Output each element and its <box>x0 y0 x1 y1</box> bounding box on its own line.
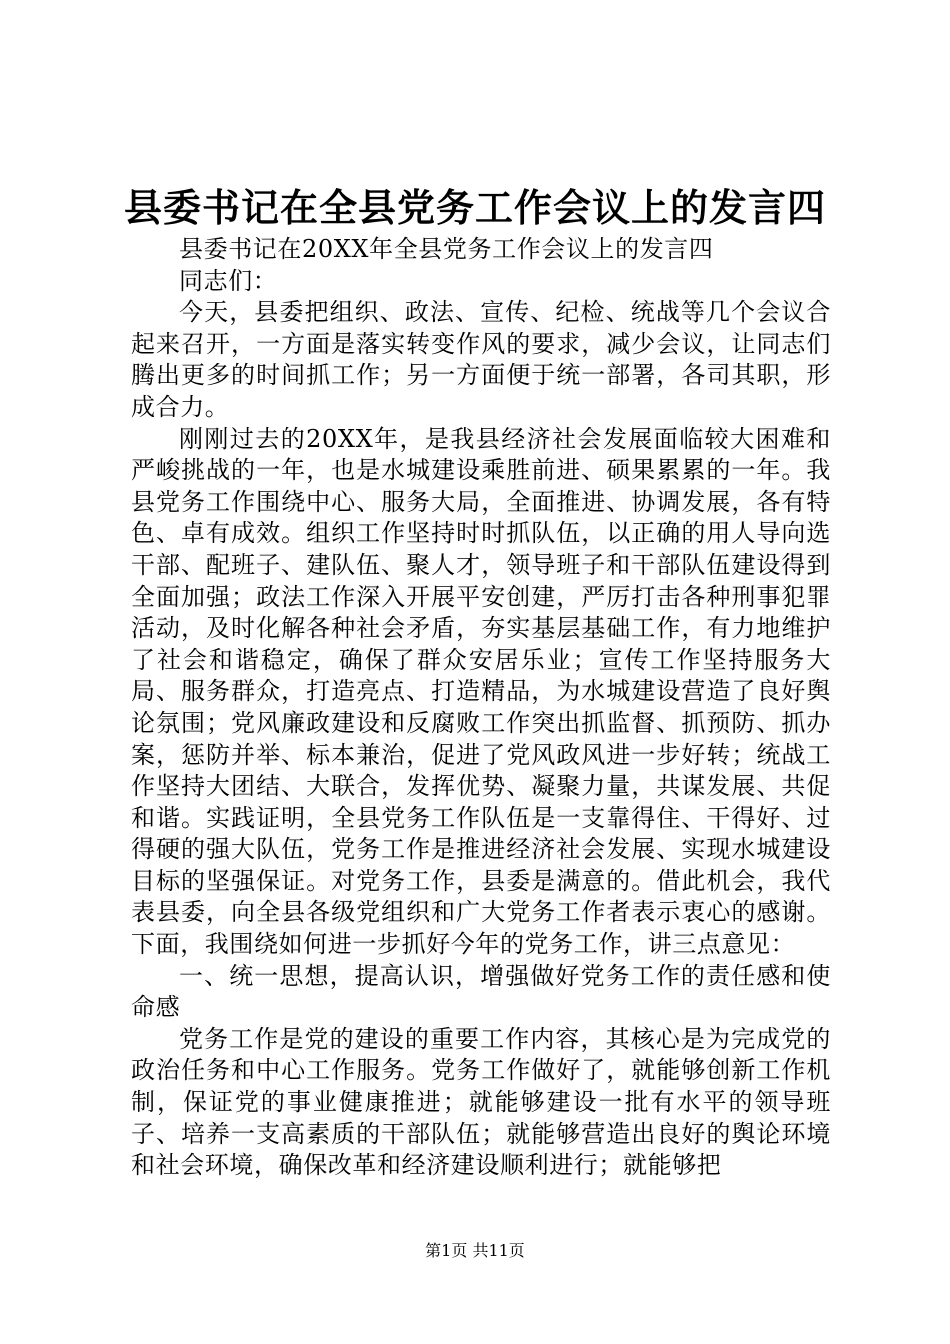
section-heading: 一、统一思想，提高认识，增强做好党务工作的责任感和使命感 <box>131 961 831 1022</box>
body-paragraph: 党务工作是党的建设的重要工作内容，其核心是为完成党的政治任务和中心工作服务。党务工作做好了，就能够创新工作机制，保证党的事业健康推进；就能够建设一批有水平的领导班子、培养一支高素质的干部队伍；就能够营造出良好的舆论环境和社会环境，确保改革和经济建设顺利进行；就能够把 <box>131 1024 831 1180</box>
document-body <box>131 234 831 1182</box>
body-paragraph: 刚刚过去的20XX年，是我县经济社会发展面临较大困难和严峻挑战的一年，也是水城建设乘胜前进、硕果累累的一年。我县党务工作围绕中心、服务大局，全面推进、协调发展，各有特色、卓有成效。组织工作坚持时时抓队伍，以正确的用人导向选干部、配班子、建队伍、聚人才，领导班子和干部队伍建设得到全面加强；政法工作深入开展平安创建，严厉打击各种刑事犯罪活动，及时化解各种社会矛盾，夯实基层基础工作，有力地维护了社会和谐稳定，确保了群众安居乐业；宣传工作坚持服务大局、服务群众，打造亮点、打造精品，为水城建设营造了良好舆论氛围；党风廉政建设和反腐败工作突出抓监督、抓预防、抓办案，惩防并举、标本兼治，促进了党风政风进一步好转；统战工作坚持大团结、大联合，发挥优势、凝聚力量，共谋发展、共促和谐。实践证明，全县党务工作队伍是一支靠得住、干得好、过得硬的强大队伍，党务工作是推进经济社会发展、实现水城建设目标的坚强保证。对党务工作，县委是满意的。借此机会，我代表县委，向全县各级党组织和广大党务工作者表示衷心的感谢。下面，我围绕如何进一步抓好今年的党务工作，讲三点意见： <box>131 424 831 959</box>
subtitle-paragraph: 县委书记在20XX年全县党务工作会议上的发言四 <box>179 235 714 263</box>
page-footer: 第1页 共11页 <box>425 1241 525 1260</box>
body-paragraph: 今天，县委把组织、政法、宣传、纪检、统战等几个会议合起来召开，一方面是落实转变作风的要求，减少会议，让同志们腾出更多的时间抓工作；另一方面便于统一部署，各司其职，形成合力。 <box>131 298 831 421</box>
document-title: 县委书记在全县党务工作会议上的发言四 <box>123 185 826 230</box>
salutation-paragraph: 同志们： <box>179 266 278 295</box>
